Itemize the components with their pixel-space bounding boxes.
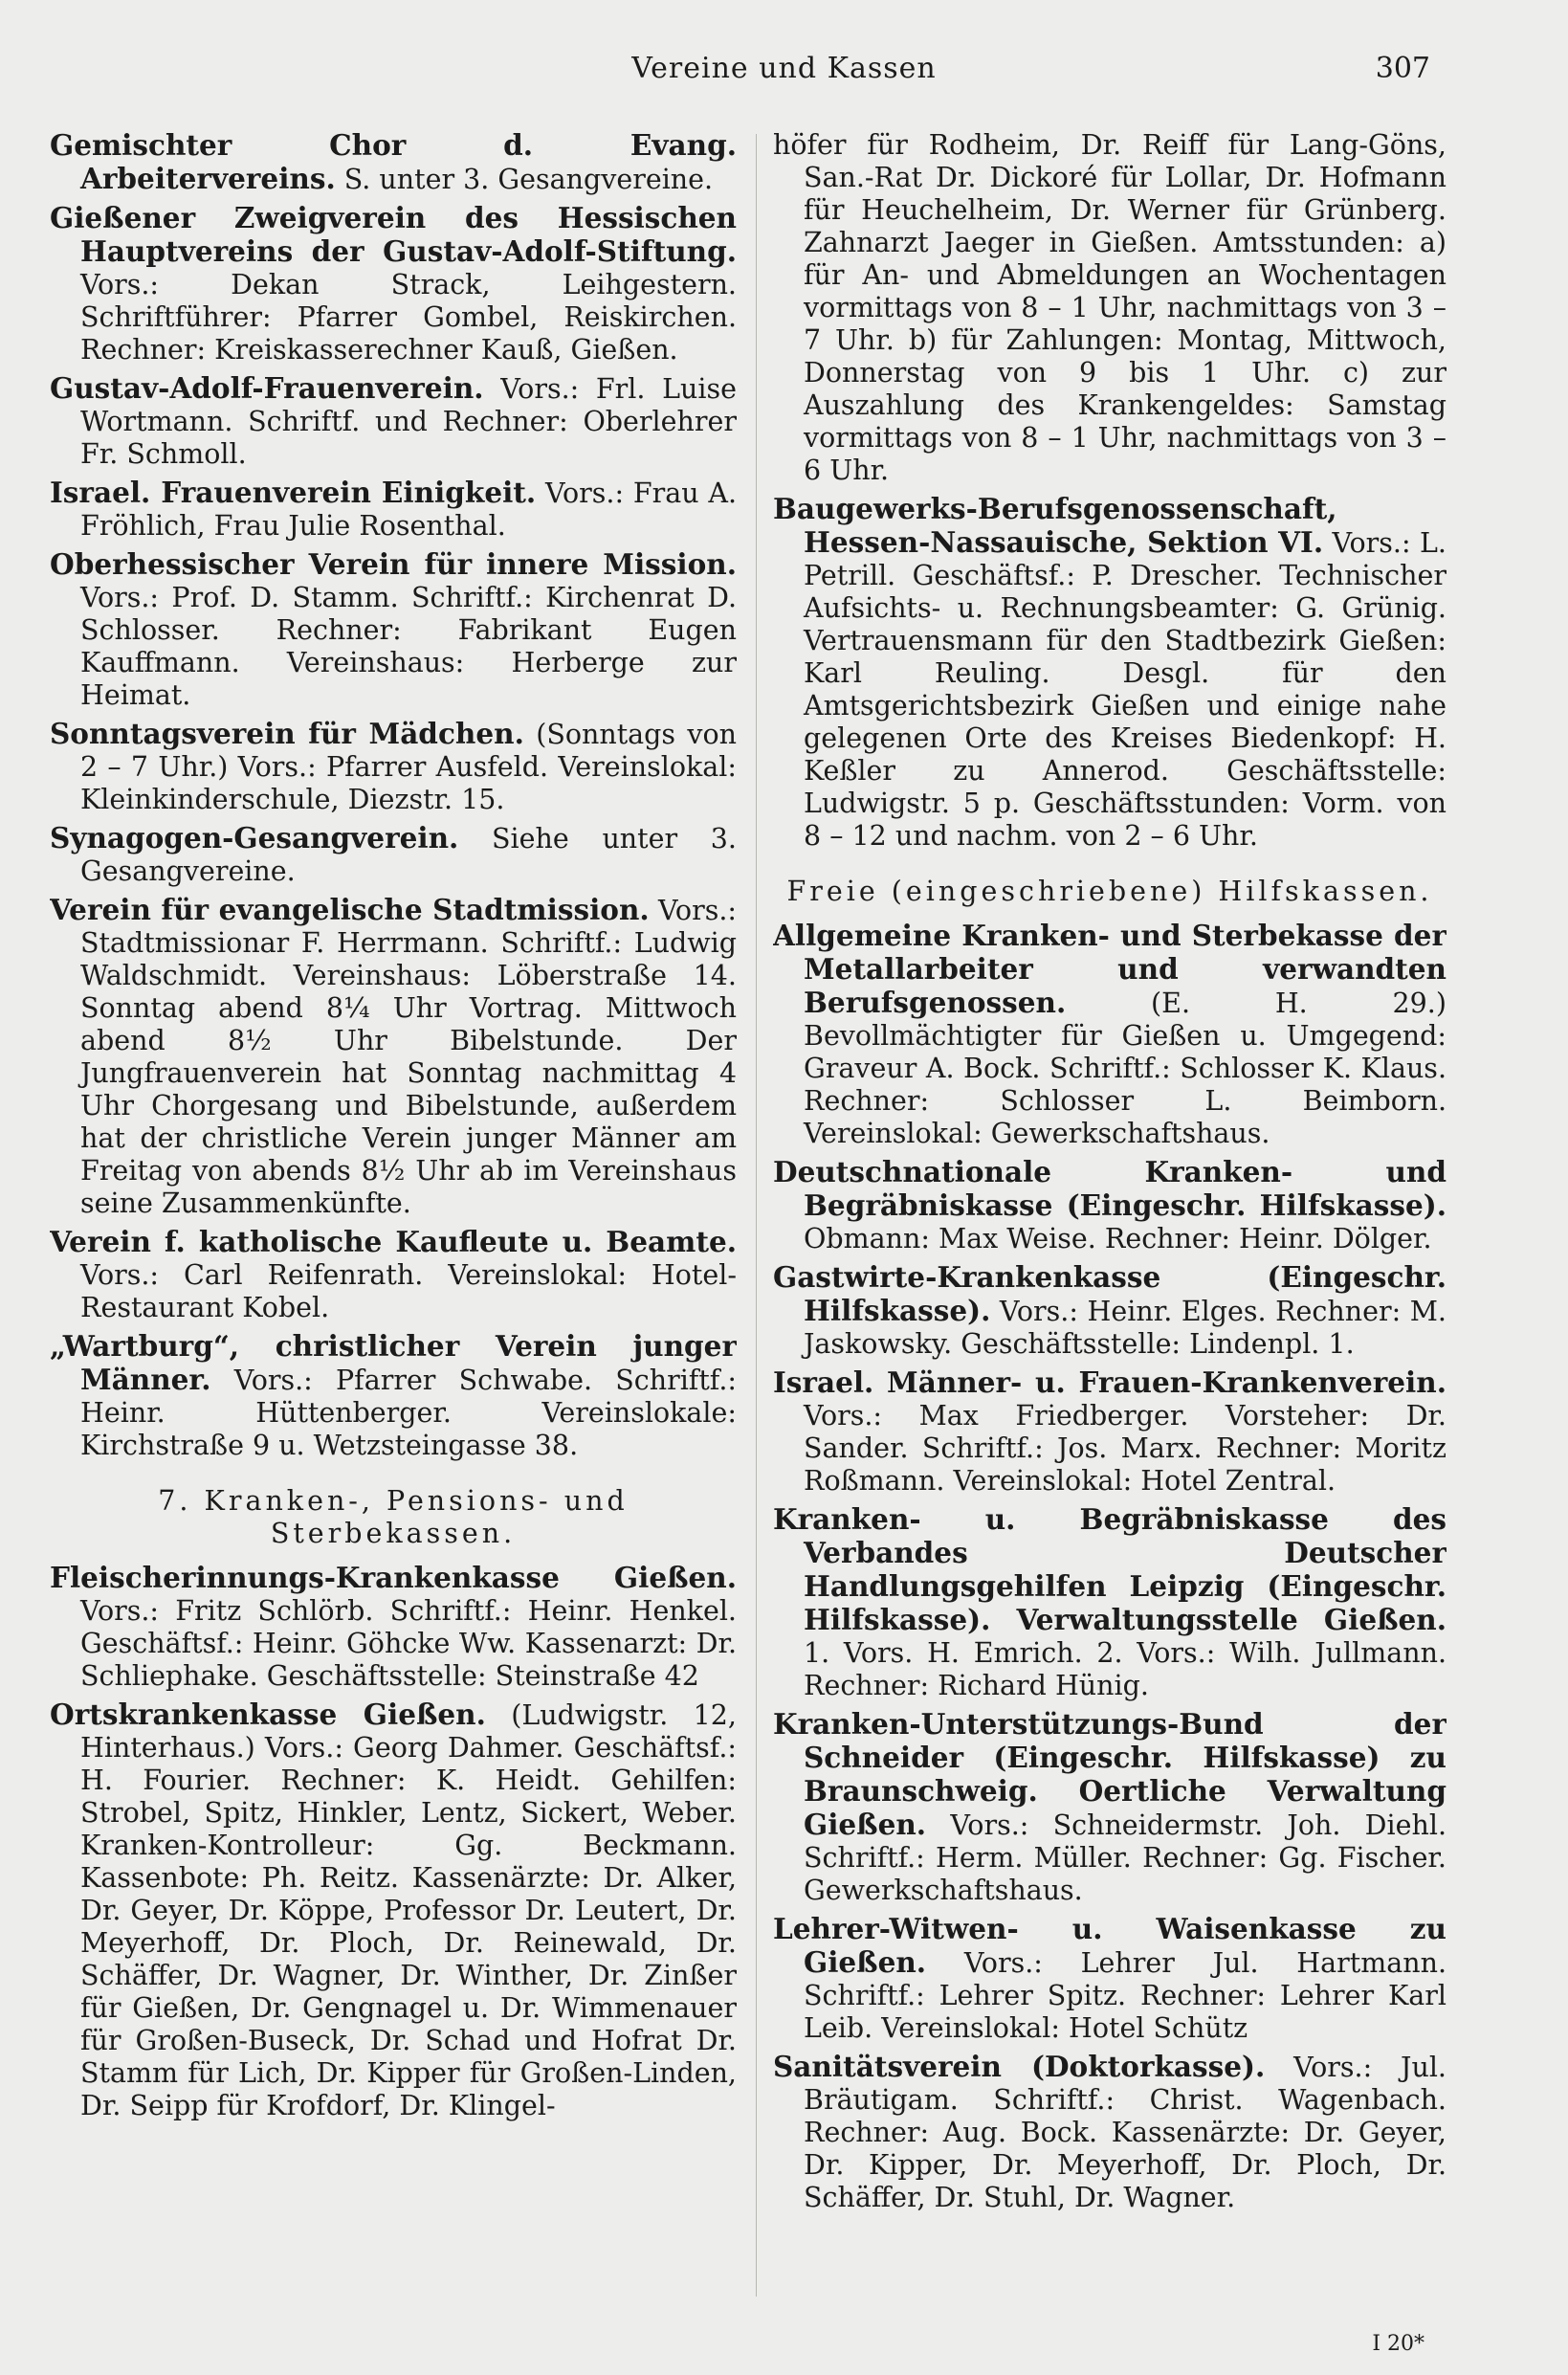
directory-entry: [50, 202, 737, 366]
running-head: Vereine und Kassen: [631, 52, 937, 85]
directory-entry: [773, 1913, 1447, 2045]
entry-text: Siehe unter 3. Gesangvereine.: [80, 823, 737, 887]
entry-text: S. unter 3. Gesangvereine.: [343, 164, 714, 195]
entry-heading: Gießener Zweigverein des Hessischen Hauptvereins der Gustav-Adolf-Stiftung.: [50, 201, 737, 268]
directory-entry: [50, 477, 737, 543]
page-header: [0, 48, 1568, 96]
entry-text: Vors.: Lehrer Jul. Hartmann. Schriftf.: Lehrer Spitz. Rechner: Lehrer Karl Leib. Vereinslokal: Hotel Schütz: [804, 1947, 1447, 2044]
left-column: [50, 129, 737, 2311]
entry-text: Vors.: Max Friedberger. Vorsteher: Dr. Sander. Schriftf.: Jos. Marx. Rechner: Moritz Roßmann. Vereinslokal: Hotel Zentral.: [804, 1400, 1447, 1497]
column-divider: [756, 134, 757, 2297]
entry-heading: „Wartburg“, christlicher Verein junger Männer.: [50, 1329, 737, 1396]
entry-heading: Gastwirte-Krankenkasse (Eingeschr. Hilfskasse).: [773, 1260, 1447, 1327]
directory-entry: [773, 920, 1447, 1150]
entry-heading: Deutschnationale Kranken- und Begräbniskasse (Eingeschr. Hilfskasse).: [773, 1155, 1447, 1222]
entry-text: höfer für Rodheim, Dr. Reiff für Lang-Göns, San.-Rat Dr. Dickoré für Lollar, Dr. Hofmann für Heuchelheim, Dr. Werner für Grünberg. Zahnarzt Jaeger in Gießen. Amtsstunden: a) für An- und Abmeldungen an Wochentagen vormittags von 8 – 1 Uhr, nachmittags von 3 – 7 Uhr. b) für Zahlungen: Montag, Mittwoch, Donnerstag von 9 bis 1 Uhr. c) zur Auszahlung des Krankengeldes: Samstag vormittags von 8 – 1 Uhr, nachmittags von 3 – 6 Uhr.: [773, 129, 1447, 486]
entry-heading: Synagogen-Gesangverein.: [50, 821, 459, 855]
entry-text: Vors.: Frl. Luise Wortmann. Schriftf. und Rechner: Oberlehrer Fr. Schmoll.: [80, 373, 737, 470]
directory-entry: [773, 1156, 1447, 1255]
entry-heading: Gemischter Chor d. Evang. Arbeitervereins.: [50, 129, 737, 195]
directory-entry: [50, 718, 737, 816]
entry-heading: Sanitätsverein (Doktorkasse).: [773, 2050, 1266, 2083]
right-entries-b: [773, 920, 1447, 2214]
section-title-hilfskassen: Freie (eingeschriebene) Hilfskassen.: [786, 876, 1433, 907]
directory-entry: [50, 1330, 737, 1462]
entry-heading: Verein für evangelische Stadtmission.: [50, 893, 650, 926]
entry-heading: Allgemeine Kranken- und Sterbekasse der Metallarbeiter und verwandten Berufsgenossen.: [773, 919, 1447, 1019]
right-column: [773, 129, 1447, 2311]
entry-heading: Israel. Männer- u. Frauen-Krankenverein.: [773, 1365, 1447, 1399]
entry-text: (Ludwigstr. 12, Hinterhaus.) Vors.: Georg Dahmer. Geschäftsf.: H. Fourier. Rechner: K. Heidt. Gehilfen: Strobel, Spitz, Hinkler, Lentz, Sickert, Weber. Kranken-Kontrolleur: Gg. Beckmann. Kassenbote: Ph. Reitz. Kassenärzte: Dr. Alker, Dr. Geyer, Dr. Köppe, Professor Dr. Leutert, Dr. Meyerhoff, Dr. Ploch, Dr. Reinewald, Dr. Schäffer, Dr. Wagner, Dr. Winther, Dr. Zinßer für Gießen, Dr. Gengnagel u. Dr. Wimmenauer für Großen-Buseck, Dr. Schad und Hofrat Dr. Stamm für Lich, Dr. Kipper für Großen-Linden, Dr. Seipp für Krofdorf, Dr. Klingel-: [80, 1699, 737, 2121]
right-entries-a: [773, 129, 1447, 853]
entry-text: (Sonntags von 2 – 7 Uhr.) Vors.: Pfarrer Ausfeld. Vereinslokal: Kleinkinderschule, Diezstr. 15.: [80, 719, 737, 815]
entry-heading: Verein f. katholische Kaufleute u. Beamte.: [50, 1225, 737, 1258]
directory-entry: [773, 493, 1447, 853]
entry-heading: Sonntagsverein für Mädchen.: [50, 717, 524, 750]
entry-text: 1. Vors. H. Emrich. 2. Vors.: Wilh. Jullmann. Rechner: Richard Hünig.: [804, 1637, 1447, 1701]
entry-text: Vors.: Fritz Schlörb. Schriftf.: Heinr. Henkel. Geschäftsf.: Heinr. Göhcke Ww. Kassenarzt: Dr. Schliephake. Geschäftsstelle: Steinstraße 42: [80, 1595, 737, 1692]
page-number: 307: [1375, 52, 1430, 85]
entry-heading: Baugewerks-Berufsgenossenschaft, Hessen-Nassauische, Sektion VI.: [773, 492, 1337, 559]
directory-entry: [50, 372, 737, 471]
directory-entry: [773, 1708, 1447, 1907]
entry-text: Vors.: Schneidermstr. Joh. Diehl. Schriftf.: Herm. Müller. Rechner: Gg. Fischer. Gewerkschaftshaus.: [804, 1809, 1447, 1906]
directory-entry: [773, 2051, 1447, 2214]
entry-heading: Kranken- u. Begräbniskasse des Verbandes Deutscher Handlungsgehilfen Leipzig (Eingeschr. Hilfskasse). Verwaltungsstelle Gießen.: [773, 1502, 1447, 1636]
directory-entry: [50, 1226, 737, 1324]
entry-text: Vors.: L. Petrill. Geschäftsf.: P. Drescher. Technischer Aufsichts- u. Rechnungsbeamter: G. Grünig. Vertrauensmann für den Stadtbezirk Gießen: Karl Reuling. Desgl. für den Amtsgerichtsbezirk Gießen und einige nahe gelegenen Orte des Kreises Biedenkopf: H. Keßler zu Annerod. Geschäftsstelle: Ludwigstr. 5 p. Geschäftsstunden: Vorm. von 8 – 12 und nachm. von 2 – 6 Uhr.: [804, 527, 1447, 852]
entry-text: Vors.: Dekan Strack, Leihgestern. Schriftführer: Pfarrer Gombel, Reiskirchen. Rechner: Kreiskasserechner Kauß, Gießen.: [80, 269, 737, 366]
directory-entry: [773, 1366, 1447, 1498]
directory-entry: [773, 1261, 1447, 1361]
left-entries-a: [50, 129, 737, 1462]
entry-heading: Fleischerinnungs-Krankenkasse Gießen.: [50, 1561, 737, 1594]
directory-entry: [50, 1562, 737, 1693]
entry-text: Obmann: Max Weise. Rechner: Heinr. Dölger.: [804, 1223, 1432, 1254]
directory-entry: [50, 129, 737, 196]
entry-heading: Kranken-Unterstützungs-Bund der Schneider (Eingeschr. Hilfskasse) zu Braunschweig. Oertliche Verwaltung Gießen.: [773, 1707, 1447, 1841]
entry-text: Vors.: Heinr. Elges. Rechner: M. Jaskowsky. Geschäftsstelle: Lindenpl. 1.: [804, 1296, 1447, 1360]
entry-text: Vors.: Pfarrer Schwabe. Schriftf.: Heinr. Hüttenberger. Vereinslokale: Kirchstraße 9 u. Wetzsteingasse 38.: [80, 1365, 737, 1461]
entry-text: Vors.: Frau A. Fröhlich, Frau Julie Rosenthal.: [80, 477, 737, 542]
entry-heading: Oberhessischer Verein für innere Mission.: [50, 547, 737, 581]
entry-heading: Ortskrankenkasse Gießen.: [50, 1698, 486, 1731]
entry-text: Vors.: Prof. D. Stamm. Schriftf.: Kirchenrat D. Schlosser. Rechner: Fabrikant Eugen Kauffmann. Vereinshaus: Herberge zur Heimat.: [80, 582, 737, 711]
directory-entry: [50, 894, 737, 1220]
signature-mark: I 20*: [1372, 2332, 1424, 2356]
entry-heading: Israel. Frauenverein Einigkeit.: [50, 476, 537, 509]
section-title-7: 7. Kranken-, Pensions- und Sterbekassen.: [158, 1485, 629, 1549]
directory-entry: [50, 1698, 737, 2122]
entry-heading: Gustav-Adolf-Frauenverein.: [50, 371, 484, 405]
entry-text: Vors.: Stadtmissionar F. Herrmann. Schriftf.: Ludwig Waldschmidt. Vereinshaus: Löberstraße 14. Sonntag abend 8¼ Uhr Vortrag. Mittwoch abend 8½ Uhr Bibelstunde. Der Jungfrauenverein hat Sonntag nachmittag 4 Uhr Chorgesang und Bibelstunde, außerdem hat der christliche Verein junger Männer am Freitag von abends 8½ Uhr ab im Vereinshaus seine Zusammenkünfte.: [80, 895, 737, 1219]
directory-entry: [50, 548, 737, 712]
directory-entry: [773, 1503, 1447, 1702]
entry-text: Vors.: Carl Reifenrath. Vereinslokal: Hotel-Restaurant Kobel.: [80, 1259, 737, 1323]
entry-heading: Lehrer-Witwen- u. Waisenkasse zu Gießen.: [773, 1912, 1447, 1979]
directory-entry: [50, 822, 737, 888]
left-entries-b: [50, 1562, 737, 2122]
entry-text: (E. H. 29.) Bevollmächtigter für Gießen u. Umgegend: Graveur A. Bock. Schriftf.: Schlosser K. Klaus. Rechner: Schlosser L. Beimborn. Vereinslokal: Gewerkschaftshaus.: [804, 988, 1447, 1149]
entry-text: Vors.: Jul. Bräutigam. Schriftf.: Christ. Wagenbach. Rechner: Aug. Bock. Kassenärzte: Dr. Geyer, Dr. Kipper, Dr. Meyerhoff, Dr. Ploch, Dr. Schäffer, Dr. Stuhl, Dr. Wagner.: [804, 2052, 1447, 2213]
directory-entry: [773, 129, 1447, 487]
